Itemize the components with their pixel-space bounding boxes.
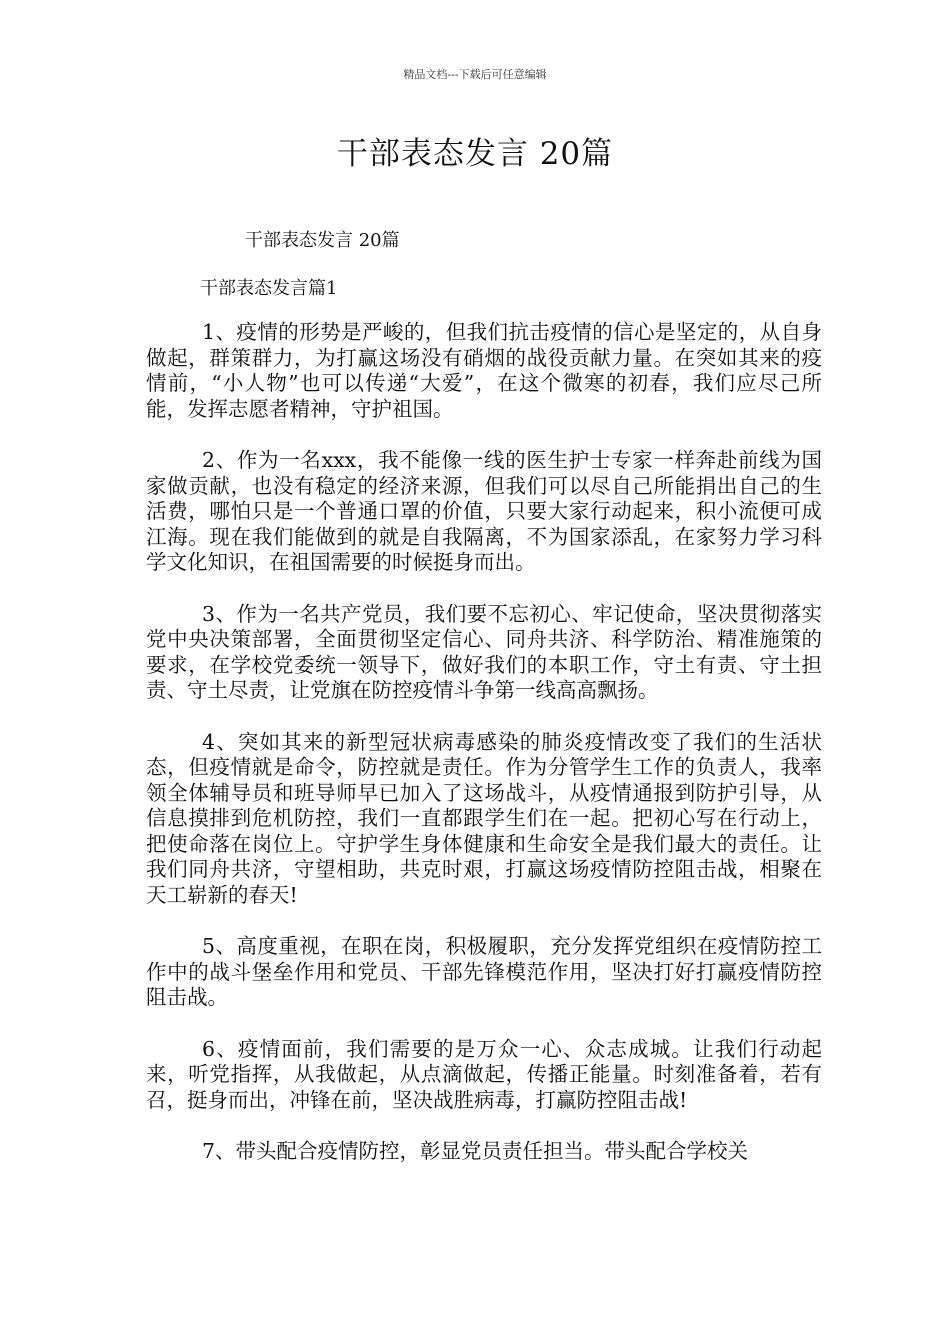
document-body <box>146 320 822 1191</box>
document-title: 干部表态发言 20篇 <box>336 136 614 172</box>
paragraph-6: 6、疫情面前，我们需要的是万众一心、众志成城。让我们行动起来，听党指挥，从我做起，从点滴做起，传播正能量。时刻准备着，若有召，挺身而出，冲锋在前，坚决战胜病毒，打赢防控阻击战! <box>146 1036 822 1112</box>
paragraph-2: 2、作为一名xxx，我不能像一线的医生护士专家一样奔赴前线为国家做贡献，也没有稳定的经济来源，但我们可以尽自己所能捐出自己的生活费，哪怕只是一个普通口罩的价值，只要大家行动起来，积小流便可成江海。现在我们能做到的就是自我隔离，不为国家添乱，在家努力学习科学文化知识，在祖国需要的时候挺身而出。 <box>146 448 822 574</box>
paragraph-1: 1、疫情的形势是严峻的，但我们抗击疫情的信心是坚定的，从自身做起，群策群力，为打赢这场没有硝烟的战役贡献力量。在突如其来的疫情前，“小人物”也可以传递“大爱”，在这个微寒的初春，我们应尽己所能，发挥志愿者精神，守护祖国。 <box>146 320 822 421</box>
section-heading: 干部表态发言篇1 <box>200 278 338 299</box>
page-header-note: 精品文档---下载后可任意编辑 <box>403 68 547 81</box>
paragraph-5: 5、高度重视，在职在岗，积极履职，充分发挥党组织在疫情防控工作中的战斗堡垒作用和党员、干部先锋模范作用，坚决打好打赢疫情防控阻击战。 <box>146 934 822 1009</box>
paragraph-4: 4、突如其来的新型冠状病毒感染的肺炎疫情改变了我们的生活状态，但疫情就是命令，防控就是责任。作为分管学生工作的负责人，我率领全体辅导员和班导师早已加入了这场战斗，从疫情通报到防护引导，从信息摸排到危机防控，我们一直都跟学生们在一起。把初心写在行动上，把使命落在岗位上。守护学生身体健康和生命安全是我们最大的责任。让我们同舟共济，守望相助，共克时艰，打赢这场疫情防控阻击战，相聚在天工崭新的春天! <box>146 729 822 907</box>
document-subtitle: 干部表态发言 20篇 <box>245 230 400 251</box>
paragraph-3: 3、作为一名共产党员，我们要不忘初心、牢记使命，坚决贯彻落实党中央决策部署，全面贯彻坚定信心、同舟共济、科学防治、精准施策的要求，在学校党委统一领导下，做好我们的本职工作，守土有责、守土担责、守土尽责，让党旗在防控疫情斗争第一线高高飘扬。 <box>146 601 822 702</box>
paragraph-7: 7、带头配合疫情防控，彰显党员责任担当。带头配合学校关 <box>202 1139 749 1163</box>
